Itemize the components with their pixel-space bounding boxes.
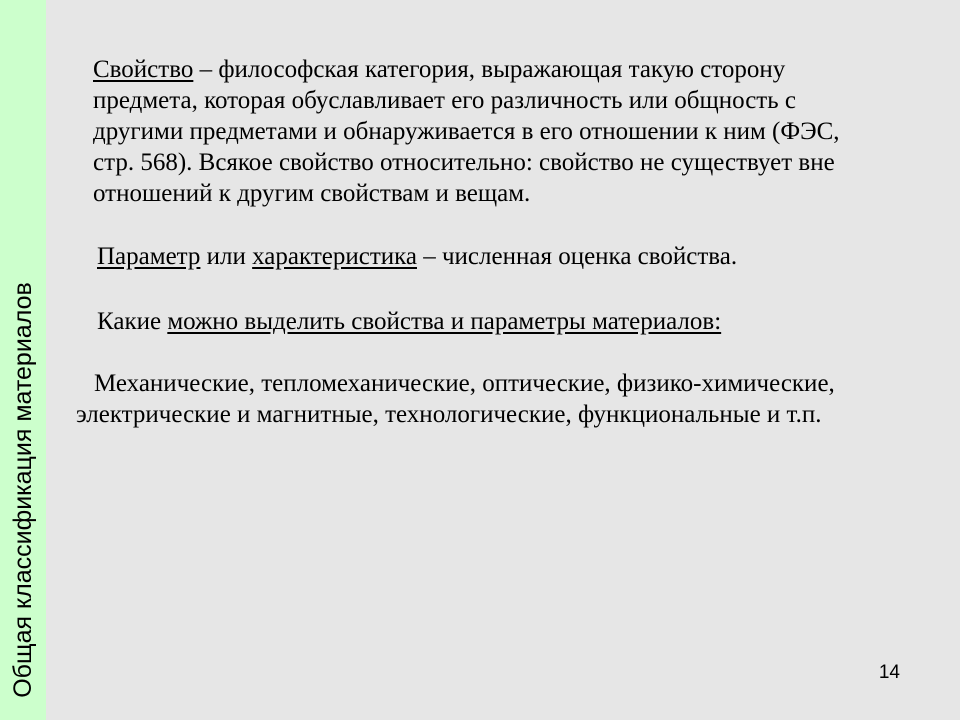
- sidebar-title: Общая классификация материалов: [9, 282, 37, 698]
- parameter-connector: или: [200, 243, 253, 270]
- question-lead: Какие: [97, 308, 168, 335]
- answer-paragraph: [76, 368, 906, 430]
- parameter-paragraph: [97, 241, 857, 272]
- definition-term: Свойство: [93, 56, 194, 83]
- parameter-term: Параметр: [97, 243, 201, 270]
- slide-number: 14: [878, 662, 900, 683]
- definition-text: – философская категория, выражающая такую сторону предмета, которая обуславливает его различность или общность с другими предметами и обнаруживается в его отношении к ним (ФЭС, стр. 568). Всякое свойство относительно: свойство не существует вне отношений к другим свойствам и вещам.: [93, 56, 840, 207]
- definition-paragraph: [93, 54, 853, 209]
- parameter-text: – численная оценка свойства.: [416, 243, 738, 270]
- characteristic-term: характеристика: [252, 243, 417, 270]
- sidebar: [0, 0, 46, 720]
- question-underlined: можно выделить свойства и параметры материалов:: [167, 308, 722, 335]
- question-paragraph: [97, 306, 857, 337]
- answer-text: Механические, тепломеханические, оптические, физико-химические, электрические и магнитные, технологические, функциональные и т.п.: [76, 370, 835, 428]
